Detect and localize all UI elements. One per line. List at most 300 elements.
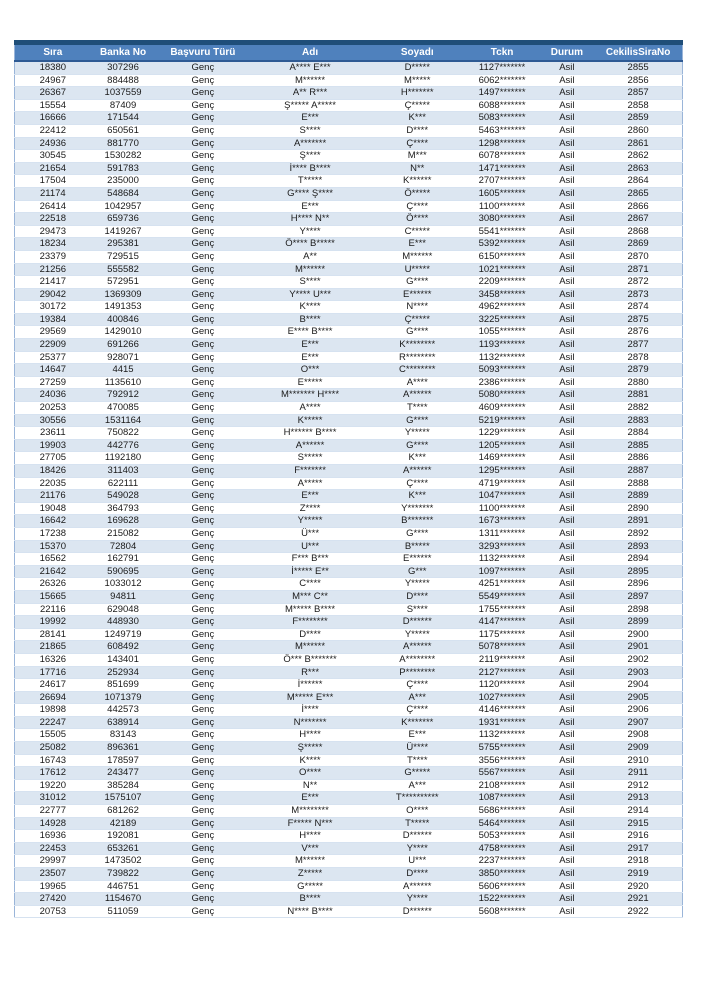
table-cell-durum: Asil bbox=[539, 175, 594, 188]
table-cell-cekilis-sira-no: 2894 bbox=[594, 553, 682, 566]
table-cell-tckn: 5219******* bbox=[465, 414, 540, 427]
table-cell-soyadi: Ç**** bbox=[370, 704, 465, 717]
table-cell-adi: Y**** U*** bbox=[250, 288, 370, 301]
table-cell-soyadi: E****** bbox=[370, 553, 465, 566]
table-cell-basvuru-turu: Genç bbox=[155, 200, 250, 213]
table-cell-sira: 23507 bbox=[15, 868, 91, 881]
table-cell-soyadi: U***** bbox=[370, 263, 465, 276]
table-row bbox=[15, 112, 683, 125]
table-cell-banka-no: 691266 bbox=[91, 339, 156, 352]
table-cell-soyadi: K*** bbox=[370, 490, 465, 503]
table-cell-basvuru-turu: Genç bbox=[155, 490, 250, 503]
table-cell-tckn: 5053******* bbox=[465, 830, 540, 843]
table-cell-banka-no: 572951 bbox=[91, 276, 156, 289]
table-cell-basvuru-turu: Genç bbox=[155, 691, 250, 704]
table-cell-adi: A****** bbox=[250, 439, 370, 452]
table-cell-basvuru-turu: Genç bbox=[155, 402, 250, 415]
table-cell-soyadi: B***** bbox=[370, 540, 465, 553]
table-cell-tckn: 3293******* bbox=[465, 540, 540, 553]
table-cell-sira: 22035 bbox=[15, 477, 91, 490]
table-cell-adi: İ**** bbox=[250, 704, 370, 717]
table-cell-adi: E***** bbox=[250, 376, 370, 389]
table-cell-sira: 16562 bbox=[15, 553, 91, 566]
table-cell-soyadi: D****** bbox=[370, 616, 465, 629]
table-cell-adi: A**** bbox=[250, 402, 370, 415]
table-header bbox=[15, 43, 683, 62]
table-cell-durum: Asil bbox=[539, 301, 594, 314]
table-row bbox=[15, 553, 683, 566]
table-cell-soyadi: A****** bbox=[370, 389, 465, 402]
column-header-adi: Adı bbox=[250, 43, 370, 62]
table-cell-adi: T***** bbox=[250, 175, 370, 188]
table-row bbox=[15, 691, 683, 704]
table-cell-banka-no: 1154670 bbox=[91, 893, 156, 906]
table-cell-soyadi: K*** bbox=[370, 452, 465, 465]
table-cell-durum: Asil bbox=[539, 616, 594, 629]
table-cell-tckn: 5463******* bbox=[465, 124, 540, 137]
table-cell-soyadi: G**** bbox=[370, 527, 465, 540]
table-cell-sira: 14928 bbox=[15, 817, 91, 830]
table-cell-cekilis-sira-no: 2868 bbox=[594, 225, 682, 238]
table-cell-adi: M****** bbox=[250, 855, 370, 868]
table-cell-tckn: 2209******* bbox=[465, 276, 540, 289]
table-cell-basvuru-turu: Genç bbox=[155, 187, 250, 200]
table-cell-basvuru-turu: Genç bbox=[155, 301, 250, 314]
table-cell-adi: Ş**** bbox=[250, 150, 370, 163]
table-cell-durum: Asil bbox=[539, 792, 594, 805]
table-cell-banka-no: 739822 bbox=[91, 868, 156, 881]
table-cell-tckn: 1055******* bbox=[465, 326, 540, 339]
table-cell-durum: Asil bbox=[539, 263, 594, 276]
table-row bbox=[15, 880, 683, 893]
table-cell-sira: 29569 bbox=[15, 326, 91, 339]
table-cell-durum: Asil bbox=[539, 137, 594, 150]
table-cell-cekilis-sira-no: 2876 bbox=[594, 326, 682, 339]
table-cell-durum: Asil bbox=[539, 817, 594, 830]
table-row bbox=[15, 162, 683, 175]
table-cell-tckn: 5606******* bbox=[465, 880, 540, 893]
table-cell-banka-no: 511059 bbox=[91, 905, 156, 918]
table-cell-basvuru-turu: Genç bbox=[155, 578, 250, 591]
table-cell-banka-no: 192081 bbox=[91, 830, 156, 843]
table-cell-durum: Asil bbox=[539, 515, 594, 528]
table-cell-banka-no: 1192180 bbox=[91, 452, 156, 465]
table-cell-basvuru-turu: Genç bbox=[155, 779, 250, 792]
table-cell-adi: M***** B**** bbox=[250, 603, 370, 616]
table-cell-cekilis-sira-no: 2871 bbox=[594, 263, 682, 276]
table-cell-durum: Asil bbox=[539, 250, 594, 263]
table-cell-basvuru-turu: Genç bbox=[155, 465, 250, 478]
table-cell-cekilis-sira-no: 2896 bbox=[594, 578, 682, 591]
table-cell-cekilis-sira-no: 2890 bbox=[594, 502, 682, 515]
table-cell-durum: Asil bbox=[539, 905, 594, 918]
table-row bbox=[15, 490, 683, 503]
table-row bbox=[15, 263, 683, 276]
table-cell-tckn: 1127******* bbox=[465, 61, 540, 74]
table-cell-banka-no: 608492 bbox=[91, 641, 156, 654]
table-cell-tckn: 6062******* bbox=[465, 74, 540, 87]
table-cell-basvuru-turu: Genç bbox=[155, 263, 250, 276]
table-row bbox=[15, 893, 683, 906]
table-cell-soyadi: A**** bbox=[370, 376, 465, 389]
table-cell-cekilis-sira-no: 2902 bbox=[594, 653, 682, 666]
table-cell-sira: 19965 bbox=[15, 880, 91, 893]
table-cell-sira: 31012 bbox=[15, 792, 91, 805]
table-cell-soyadi: A****** bbox=[370, 880, 465, 893]
table-cell-durum: Asil bbox=[539, 679, 594, 692]
table-cell-sira: 21176 bbox=[15, 490, 91, 503]
table-cell-adi: Ö*** B******* bbox=[250, 653, 370, 666]
table-cell-cekilis-sira-no: 2895 bbox=[594, 565, 682, 578]
table-cell-durum: Asil bbox=[539, 502, 594, 515]
table-cell-durum: Asil bbox=[539, 87, 594, 100]
table-cell-soyadi: G*** bbox=[370, 565, 465, 578]
table-cell-banka-no: 83143 bbox=[91, 729, 156, 742]
table-cell-banka-no: 1530282 bbox=[91, 150, 156, 163]
table-cell-basvuru-turu: Genç bbox=[155, 905, 250, 918]
table-row bbox=[15, 477, 683, 490]
table-cell-cekilis-sira-no: 2920 bbox=[594, 880, 682, 893]
table-cell-banka-no: 1369309 bbox=[91, 288, 156, 301]
table-cell-cekilis-sira-no: 2908 bbox=[594, 729, 682, 742]
table-cell-tckn: 4147******* bbox=[465, 616, 540, 629]
table-cell-sira: 19048 bbox=[15, 502, 91, 515]
table-cell-basvuru-turu: Genç bbox=[155, 880, 250, 893]
table-cell-soyadi: D**** bbox=[370, 124, 465, 137]
table-cell-sira: 16666 bbox=[15, 112, 91, 125]
table-cell-adi: V*** bbox=[250, 842, 370, 855]
table-cell-tckn: 1311******* bbox=[465, 527, 540, 540]
table-cell-sira: 22453 bbox=[15, 842, 91, 855]
table-cell-banka-no: 1249719 bbox=[91, 628, 156, 641]
table-cell-durum: Asil bbox=[539, 112, 594, 125]
table-cell-durum: Asil bbox=[539, 225, 594, 238]
table-row bbox=[15, 830, 683, 843]
table-cell-durum: Asil bbox=[539, 527, 594, 540]
table-cell-adi: O**** bbox=[250, 767, 370, 780]
table-row bbox=[15, 465, 683, 478]
table-cell-sira: 18426 bbox=[15, 465, 91, 478]
table-cell-cekilis-sira-no: 2911 bbox=[594, 767, 682, 780]
table-cell-adi: Y***** bbox=[250, 515, 370, 528]
table-cell-cekilis-sira-no: 2870 bbox=[594, 250, 682, 263]
table-cell-durum: Asil bbox=[539, 830, 594, 843]
table-cell-sira: 29473 bbox=[15, 225, 91, 238]
table-cell-adi: E*** bbox=[250, 351, 370, 364]
table-row bbox=[15, 288, 683, 301]
table-cell-durum: Asil bbox=[539, 565, 594, 578]
table-row bbox=[15, 641, 683, 654]
table-cell-durum: Asil bbox=[539, 540, 594, 553]
table-row bbox=[15, 616, 683, 629]
table-cell-tckn: 2386******* bbox=[465, 376, 540, 389]
table-cell-soyadi: G***** bbox=[370, 767, 465, 780]
table-cell-tckn: 1931******* bbox=[465, 716, 540, 729]
table-cell-basvuru-turu: Genç bbox=[155, 175, 250, 188]
table-cell-sira: 21256 bbox=[15, 263, 91, 276]
table-cell-durum: Asil bbox=[539, 439, 594, 452]
table-cell-adi: F******* bbox=[250, 465, 370, 478]
table-cell-adi: D**** bbox=[250, 628, 370, 641]
table-cell-sira: 22247 bbox=[15, 716, 91, 729]
table-cell-sira: 17504 bbox=[15, 175, 91, 188]
table-cell-cekilis-sira-no: 2882 bbox=[594, 402, 682, 415]
table-cell-cekilis-sira-no: 2907 bbox=[594, 716, 682, 729]
table-cell-durum: Asil bbox=[539, 855, 594, 868]
table-cell-basvuru-turu: Genç bbox=[155, 792, 250, 805]
table-cell-tckn: 1097******* bbox=[465, 565, 540, 578]
table-cell-adi: N******* bbox=[250, 716, 370, 729]
table-cell-tckn: 5078******* bbox=[465, 641, 540, 654]
table-cell-durum: Asil bbox=[539, 767, 594, 780]
table-cell-adi: O*** bbox=[250, 364, 370, 377]
table-row bbox=[15, 527, 683, 540]
header-row bbox=[15, 43, 683, 62]
table-cell-cekilis-sira-no: 2865 bbox=[594, 187, 682, 200]
table-cell-basvuru-turu: Genç bbox=[155, 61, 250, 74]
table-cell-durum: Asil bbox=[539, 326, 594, 339]
table-cell-cekilis-sira-no: 2905 bbox=[594, 691, 682, 704]
table-cell-durum: Asil bbox=[539, 187, 594, 200]
table-cell-basvuru-turu: Genç bbox=[155, 137, 250, 150]
table-cell-sira: 26694 bbox=[15, 691, 91, 704]
table-cell-cekilis-sira-no: 2863 bbox=[594, 162, 682, 175]
table-row bbox=[15, 276, 683, 289]
table-cell-basvuru-turu: Genç bbox=[155, 817, 250, 830]
table-cell-durum: Asil bbox=[539, 805, 594, 818]
table-cell-durum: Asil bbox=[539, 402, 594, 415]
table-cell-tckn: 5755******* bbox=[465, 742, 540, 755]
table-cell-banka-no: 638914 bbox=[91, 716, 156, 729]
table-cell-soyadi: R******** bbox=[370, 351, 465, 364]
table-cell-tckn: 6078******* bbox=[465, 150, 540, 163]
table-cell-durum: Asil bbox=[539, 427, 594, 440]
table-row bbox=[15, 452, 683, 465]
table-cell-banka-no: 681262 bbox=[91, 805, 156, 818]
table-cell-durum: Asil bbox=[539, 61, 594, 74]
table-cell-banka-no: 252934 bbox=[91, 666, 156, 679]
table-cell-soyadi: Ç**** bbox=[370, 679, 465, 692]
table-cell-basvuru-turu: Genç bbox=[155, 666, 250, 679]
table-cell-soyadi: D****** bbox=[370, 830, 465, 843]
table-cell-adi: Z**** bbox=[250, 502, 370, 515]
table-cell-cekilis-sira-no: 2867 bbox=[594, 213, 682, 226]
table-row bbox=[15, 590, 683, 603]
table-cell-tckn: 1132******* bbox=[465, 351, 540, 364]
table-cell-cekilis-sira-no: 2917 bbox=[594, 842, 682, 855]
table-cell-soyadi: M****** bbox=[370, 250, 465, 263]
table-cell-tckn: 5567******* bbox=[465, 767, 540, 780]
table-cell-sira: 22116 bbox=[15, 603, 91, 616]
table-cell-sira: 14647 bbox=[15, 364, 91, 377]
table-cell-soyadi: N**** bbox=[370, 301, 465, 314]
table-cell-adi: G**** Ş**** bbox=[250, 187, 370, 200]
table-row bbox=[15, 666, 683, 679]
table-row bbox=[15, 817, 683, 830]
table-cell-tckn: 1120******* bbox=[465, 679, 540, 692]
table-cell-adi: S***** bbox=[250, 452, 370, 465]
column-header-basvuru-turu: Başvuru Türü bbox=[155, 43, 250, 62]
table-cell-banka-no: 549028 bbox=[91, 490, 156, 503]
table-cell-adi: A******* bbox=[250, 137, 370, 150]
table-cell-tckn: 1205******* bbox=[465, 439, 540, 452]
table-cell-banka-no: 87409 bbox=[91, 99, 156, 112]
table-cell-sira: 21174 bbox=[15, 187, 91, 200]
table-cell-cekilis-sira-no: 2900 bbox=[594, 628, 682, 641]
table-row bbox=[15, 414, 683, 427]
table-cell-durum: Asil bbox=[539, 339, 594, 352]
table-cell-soyadi: A*** bbox=[370, 691, 465, 704]
table-cell-basvuru-turu: Genç bbox=[155, 628, 250, 641]
table-cell-soyadi: G**** bbox=[370, 276, 465, 289]
table-cell-adi: Ö**** B***** bbox=[250, 238, 370, 251]
table-row bbox=[15, 351, 683, 364]
table-cell-adi: S**** bbox=[250, 124, 370, 137]
table-row bbox=[15, 376, 683, 389]
table-cell-banka-no: 311403 bbox=[91, 465, 156, 478]
table-cell-cekilis-sira-no: 2898 bbox=[594, 603, 682, 616]
table-cell-adi: E**** B**** bbox=[250, 326, 370, 339]
table-cell-cekilis-sira-no: 2872 bbox=[594, 276, 682, 289]
table-cell-tckn: 1298******* bbox=[465, 137, 540, 150]
table-cell-durum: Asil bbox=[539, 238, 594, 251]
table-cell-tckn: 3556******* bbox=[465, 754, 540, 767]
table-cell-cekilis-sira-no: 2885 bbox=[594, 439, 682, 452]
table-cell-banka-no: 4415 bbox=[91, 364, 156, 377]
table-cell-basvuru-turu: Genç bbox=[155, 326, 250, 339]
table-cell-durum: Asil bbox=[539, 704, 594, 717]
table-cell-basvuru-turu: Genç bbox=[155, 842, 250, 855]
table-cell-banka-no: 629048 bbox=[91, 603, 156, 616]
table-cell-tckn: 1295******* bbox=[465, 465, 540, 478]
table-cell-cekilis-sira-no: 2877 bbox=[594, 339, 682, 352]
table-cell-tckn: 1047******* bbox=[465, 490, 540, 503]
table-cell-soyadi: C******** bbox=[370, 364, 465, 377]
table-cell-sira: 25082 bbox=[15, 742, 91, 755]
table-cell-basvuru-turu: Genç bbox=[155, 716, 250, 729]
table-cell-soyadi: K******** bbox=[370, 339, 465, 352]
table-cell-sira: 23611 bbox=[15, 427, 91, 440]
table-cell-adi: N**** B**** bbox=[250, 905, 370, 918]
table-cell-soyadi: Y******* bbox=[370, 502, 465, 515]
table-cell-basvuru-turu: Genç bbox=[155, 414, 250, 427]
table-cell-soyadi: T********** bbox=[370, 792, 465, 805]
table-cell-banka-no: 881770 bbox=[91, 137, 156, 150]
table-cell-sira: 29042 bbox=[15, 288, 91, 301]
table-cell-basvuru-turu: Genç bbox=[155, 679, 250, 692]
table-row bbox=[15, 175, 683, 188]
table-cell-banka-no: 295381 bbox=[91, 238, 156, 251]
table-cell-banka-no: 622111 bbox=[91, 477, 156, 490]
table-row bbox=[15, 74, 683, 87]
table-cell-soyadi: Ç**** bbox=[370, 200, 465, 213]
table-cell-adi: H**** N** bbox=[250, 213, 370, 226]
table-cell-banka-no: 178597 bbox=[91, 754, 156, 767]
table-cell-adi: M******** bbox=[250, 805, 370, 818]
table-cell-sira: 19220 bbox=[15, 779, 91, 792]
table-cell-adi: N** bbox=[250, 779, 370, 792]
table-cell-sira: 26414 bbox=[15, 200, 91, 213]
table-cell-adi: F******** bbox=[250, 616, 370, 629]
table-cell-soyadi: Ö**** bbox=[370, 213, 465, 226]
table-cell-tckn: 5083******* bbox=[465, 112, 540, 125]
table-cell-tckn: 4962******* bbox=[465, 301, 540, 314]
table-cell-soyadi: O**** bbox=[370, 805, 465, 818]
table-cell-adi: M***** E*** bbox=[250, 691, 370, 704]
table-cell-tckn: 1497******* bbox=[465, 87, 540, 100]
table-cell-basvuru-turu: Genç bbox=[155, 162, 250, 175]
table-cell-banka-no: 1429010 bbox=[91, 326, 156, 339]
table-cell-tckn: 4758******* bbox=[465, 842, 540, 855]
table-cell-durum: Asil bbox=[539, 124, 594, 137]
table-cell-soyadi: N** bbox=[370, 162, 465, 175]
table-row bbox=[15, 805, 683, 818]
table-cell-basvuru-turu: Genç bbox=[155, 364, 250, 377]
table-cell-soyadi: A*** bbox=[370, 779, 465, 792]
table-cell-tckn: 1229******* bbox=[465, 427, 540, 440]
table-cell-durum: Asil bbox=[539, 99, 594, 112]
table-row bbox=[15, 779, 683, 792]
table-cell-banka-no: 590695 bbox=[91, 565, 156, 578]
table-cell-cekilis-sira-no: 2873 bbox=[594, 288, 682, 301]
table-cell-cekilis-sira-no: 2897 bbox=[594, 590, 682, 603]
table-cell-soyadi: K****** bbox=[370, 175, 465, 188]
table-cell-tckn: 2119******* bbox=[465, 653, 540, 666]
table-cell-adi: K***** bbox=[250, 414, 370, 427]
table-cell-basvuru-turu: Genç bbox=[155, 99, 250, 112]
table-cell-cekilis-sira-no: 2919 bbox=[594, 868, 682, 881]
table-cell-basvuru-turu: Genç bbox=[155, 641, 250, 654]
table-cell-banka-no: 591783 bbox=[91, 162, 156, 175]
table-cell-adi: A** bbox=[250, 250, 370, 263]
table-cell-basvuru-turu: Genç bbox=[155, 616, 250, 629]
column-header-durum: Durum bbox=[539, 43, 594, 62]
table-cell-durum: Asil bbox=[539, 364, 594, 377]
table-cell-tckn: 1132******* bbox=[465, 729, 540, 742]
table-cell-cekilis-sira-no: 2862 bbox=[594, 150, 682, 163]
table-cell-basvuru-turu: Genç bbox=[155, 74, 250, 87]
table-cell-sira: 25377 bbox=[15, 351, 91, 364]
table-cell-banka-no: 729515 bbox=[91, 250, 156, 263]
table-cell-tckn: 1522******* bbox=[465, 893, 540, 906]
table-cell-soyadi: B******* bbox=[370, 515, 465, 528]
table-cell-basvuru-turu: Genç bbox=[155, 225, 250, 238]
table-cell-cekilis-sira-no: 2887 bbox=[594, 465, 682, 478]
table-cell-basvuru-turu: Genç bbox=[155, 565, 250, 578]
column-header-soyadi: Soyadı bbox=[370, 43, 465, 62]
table-cell-basvuru-turu: Genç bbox=[155, 704, 250, 717]
table-cell-banka-no: 442776 bbox=[91, 439, 156, 452]
table-cell-cekilis-sira-no: 2892 bbox=[594, 527, 682, 540]
table-cell-soyadi: E*** bbox=[370, 238, 465, 251]
table-cell-basvuru-turu: Genç bbox=[155, 590, 250, 603]
table-cell-basvuru-turu: Genç bbox=[155, 653, 250, 666]
table-cell-soyadi: Ç***** bbox=[370, 99, 465, 112]
table-cell-adi: R*** bbox=[250, 666, 370, 679]
table-cell-cekilis-sira-no: 2878 bbox=[594, 351, 682, 364]
table-cell-adi: İ****** bbox=[250, 679, 370, 692]
table-cell-soyadi: A****** bbox=[370, 641, 465, 654]
table-cell-soyadi: Ç**** bbox=[370, 477, 465, 490]
table-cell-cekilis-sira-no: 2909 bbox=[594, 742, 682, 755]
table-cell-soyadi: Ç***** bbox=[370, 313, 465, 326]
table-cell-durum: Asil bbox=[539, 893, 594, 906]
table-cell-durum: Asil bbox=[539, 603, 594, 616]
table-cell-tckn: 3850******* bbox=[465, 868, 540, 881]
table-cell-cekilis-sira-no: 2856 bbox=[594, 74, 682, 87]
table-cell-soyadi: G**** bbox=[370, 414, 465, 427]
table-cell-tckn: 1087******* bbox=[465, 792, 540, 805]
